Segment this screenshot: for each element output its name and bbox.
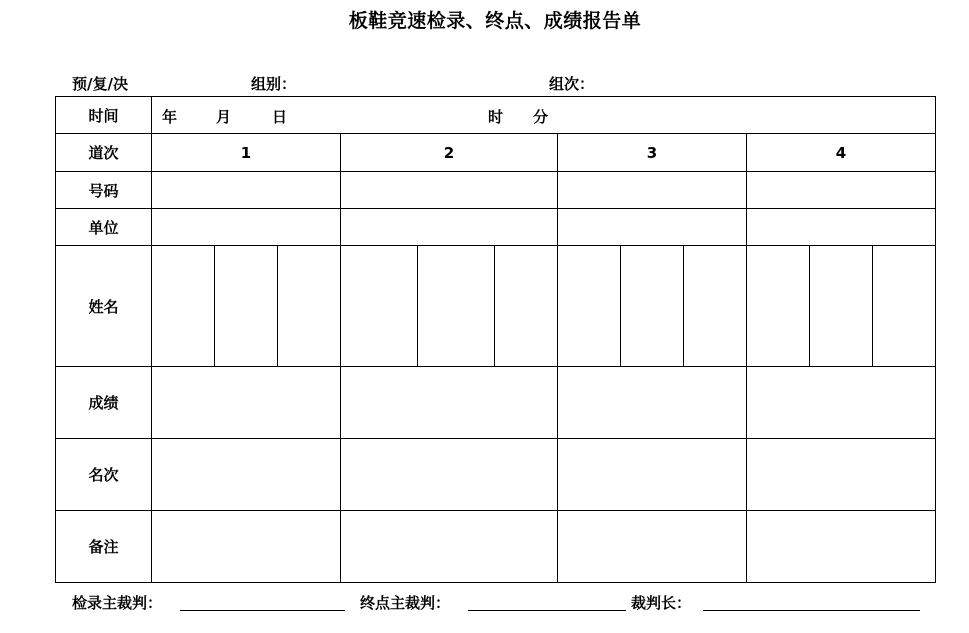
- lane-number: 1: [152, 134, 341, 172]
- group-label: 组别：: [251, 75, 297, 93]
- unit-cell[interactable]: [747, 209, 936, 246]
- name-divider: [214, 246, 215, 366]
- heat-label: 组次：: [549, 75, 595, 93]
- rank-label: 名次: [56, 439, 152, 511]
- number-cell[interactable]: [341, 172, 558, 209]
- rank-cell[interactable]: [152, 439, 341, 511]
- names-cell[interactable]: [341, 246, 558, 367]
- year-label: 年: [162, 108, 178, 126]
- name-divider: [809, 246, 810, 366]
- lane-number: 3: [558, 134, 747, 172]
- number-cell[interactable]: [152, 172, 341, 209]
- rank-cell[interactable]: [558, 439, 747, 511]
- name-divider: [620, 246, 621, 366]
- unit-label: 单位: [56, 209, 152, 246]
- checkin-judge-label: 检录主裁判：: [72, 594, 163, 612]
- time-row: [56, 97, 936, 134]
- day-label: 日: [272, 108, 288, 126]
- finish-judge-label: 终点主裁判：: [360, 594, 451, 612]
- number-label: 号码: [56, 172, 152, 209]
- name-label: 姓名: [56, 246, 152, 367]
- name-row: [56, 246, 936, 367]
- minute-label: 分: [533, 108, 549, 126]
- remark-cell[interactable]: [152, 511, 341, 583]
- remark-cell[interactable]: [558, 511, 747, 583]
- report-table: [55, 96, 936, 583]
- lane-number: 4: [747, 134, 936, 172]
- round-label: 预/复/决: [72, 75, 128, 93]
- number-cell[interactable]: [558, 172, 747, 209]
- remark-row: [56, 511, 936, 583]
- result-cell[interactable]: [341, 367, 558, 439]
- lane-row: [56, 134, 936, 172]
- finish-judge-signature-line[interactable]: [468, 610, 626, 611]
- chief-judge-label: 裁判长：: [631, 594, 692, 612]
- number-row: [56, 172, 936, 209]
- result-cell[interactable]: [152, 367, 341, 439]
- unit-cell[interactable]: [341, 209, 558, 246]
- form-title: 板鞋竞速检录、终点、成绩报告单: [348, 10, 642, 32]
- remark-cell[interactable]: [747, 511, 936, 583]
- name-divider: [872, 246, 873, 366]
- hour-label: 时: [488, 108, 504, 126]
- names-cell[interactable]: [747, 246, 936, 367]
- rank-row: [56, 439, 936, 511]
- month-label: 月: [216, 108, 232, 126]
- remark-label: 备注: [56, 511, 152, 583]
- rank-cell[interactable]: [747, 439, 936, 511]
- number-cell[interactable]: [747, 172, 936, 209]
- result-cell[interactable]: [558, 367, 747, 439]
- name-divider: [683, 246, 684, 366]
- result-row: [56, 367, 936, 439]
- name-divider: [494, 246, 495, 366]
- remark-cell[interactable]: [341, 511, 558, 583]
- names-cell[interactable]: [152, 246, 341, 367]
- result-label: 成绩: [56, 367, 152, 439]
- rank-cell[interactable]: [341, 439, 558, 511]
- unit-cell[interactable]: [558, 209, 747, 246]
- lane-number: 2: [341, 134, 558, 172]
- unit-cell[interactable]: [152, 209, 341, 246]
- time-label: 时间: [56, 97, 152, 134]
- time-field[interactable]: [152, 97, 936, 134]
- checkin-judge-signature-line[interactable]: [180, 610, 345, 611]
- result-cell[interactable]: [747, 367, 936, 439]
- name-divider: [277, 246, 278, 366]
- names-cell[interactable]: [558, 246, 747, 367]
- lane-label: 道次: [56, 134, 152, 172]
- unit-row: [56, 209, 936, 246]
- name-divider: [417, 246, 418, 366]
- chief-judge-signature-line[interactable]: [703, 610, 920, 611]
